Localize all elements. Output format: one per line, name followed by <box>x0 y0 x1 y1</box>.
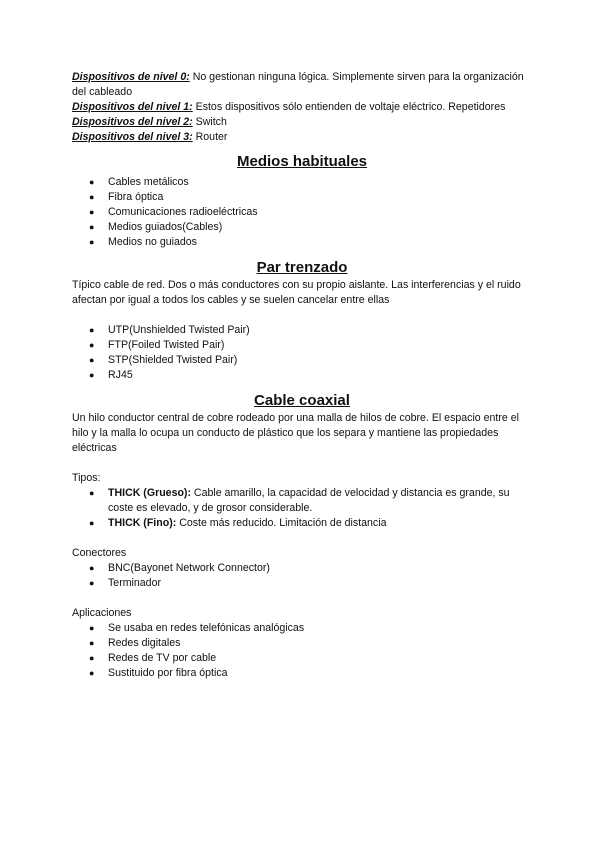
par-trenzado-list <box>72 323 532 383</box>
level-0-label: Dispositivos de nivel 0: <box>72 71 190 83</box>
list-item-text: Comunicaciones radioeléctricas <box>108 206 258 218</box>
list-item-text: RJ45 <box>108 369 133 381</box>
spacer <box>72 308 532 323</box>
list-item-text: Sustituido por fibra óptica <box>108 667 228 679</box>
list-item-text: Cables metálicos <box>108 176 189 188</box>
list-item-text: UTP(Unshielded Twisted Pair) <box>108 324 250 336</box>
list-item <box>72 235 532 250</box>
list-item <box>72 353 532 368</box>
bullet-icon: ● <box>89 623 95 633</box>
list-item <box>72 516 532 531</box>
aplicaciones-label: Aplicaciones <box>72 607 132 619</box>
list-item-text: Redes digitales <box>108 637 181 649</box>
par-trenzado-heading: Par trenzado <box>256 259 348 276</box>
bullet-icon: ● <box>89 177 95 187</box>
level-3-text: Router <box>192 131 228 143</box>
list-item <box>72 576 532 591</box>
level-3-line <box>72 130 532 145</box>
level-0-line <box>72 70 532 100</box>
level-2-text: Switch <box>192 116 227 128</box>
list-item-text: Se usaba en redes telefónicas analógicas <box>108 622 305 634</box>
level-1-line <box>72 100 532 115</box>
list-item-text: Fibra óptica <box>108 191 164 203</box>
tipos-list <box>72 486 532 531</box>
list-item <box>72 486 532 516</box>
medios-heading: Medios habituales <box>236 153 368 170</box>
list-item <box>72 220 532 235</box>
bullet-icon: ● <box>89 192 95 202</box>
cable-coaxial-description: Un hilo conductor central de cobre rodeado por una malla de hilos de cobre. El espacio entre el hilo y la malla lo ocupa un conducto de plástico que los separa y mantiene las propiedades eléctricas <box>72 412 519 454</box>
level-2-line <box>72 115 532 130</box>
list-item-text: Terminador <box>108 577 161 589</box>
bullet-icon: ● <box>89 668 95 678</box>
list-item <box>72 636 532 651</box>
bullet-icon: ● <box>89 325 95 335</box>
bullet-icon: ● <box>89 340 95 350</box>
bullet-icon: ● <box>89 222 95 232</box>
par-trenzado-description: Típico cable de red. Dos o más conductores con su propio aislante. Las interferencias y el ruido afectan por igual a todos los cables y se suelen cancelar entre ellas <box>72 279 521 306</box>
list-item <box>72 338 532 353</box>
list-item <box>72 175 532 190</box>
list-item-text: FTP(Foiled Twisted Pair) <box>108 339 225 351</box>
list-item <box>72 561 532 576</box>
list-item <box>72 621 532 636</box>
tipo-grueso-label: THICK (Grueso): <box>108 487 191 499</box>
list-item <box>72 666 532 681</box>
list-item <box>72 205 532 220</box>
bullet-icon: ● <box>89 638 95 648</box>
list-item <box>72 323 532 338</box>
bullet-icon: ● <box>89 653 95 663</box>
level-0-text: No gestionan ninguna lógica. Simplemente sirven para la organización del cableado <box>72 71 524 98</box>
list-item <box>72 651 532 666</box>
spacer <box>72 456 532 471</box>
tipo-fino-text: Coste más reducido. Limitación de distancia <box>176 517 387 529</box>
medios-list <box>72 175 532 250</box>
tipo-grueso-text: Cable amarillo, la capacidad de velocidad y distancia es grande, su coste es elevado, y de grosor considerable. <box>108 487 510 514</box>
conectores-list <box>72 561 532 591</box>
level-1-text: Estos dispositivos sólo entienden de voltaje eléctrico. Repetidores <box>192 101 506 113</box>
list-item <box>72 368 532 383</box>
document-page <box>72 70 532 681</box>
cable-coaxial-heading: Cable coaxial <box>254 392 350 409</box>
list-item-text: BNC(Bayonet Network Connector) <box>108 562 270 574</box>
list-item-text: Medios guiados(Cables) <box>108 221 223 233</box>
bullet-icon: ● <box>89 237 95 247</box>
spacer <box>72 531 532 546</box>
level-2-label: Dispositivos del nivel 2: <box>72 116 193 128</box>
list-item-text: Medios no guiados <box>108 236 197 248</box>
bullet-icon: ● <box>89 518 95 528</box>
bullet-icon: ● <box>89 563 95 573</box>
conectores-label: Conectores <box>72 547 127 559</box>
level-3-label: Dispositivos del nivel 3: <box>72 131 193 143</box>
tipo-fino-label: THICK (Fino): <box>108 517 177 529</box>
bullet-icon: ● <box>89 488 95 498</box>
bullet-icon: ● <box>89 207 95 217</box>
bullet-icon: ● <box>89 370 95 380</box>
spacer <box>72 591 532 606</box>
bullet-icon: ● <box>89 578 95 588</box>
aplicaciones-list <box>72 621 532 681</box>
list-item-text: Redes de TV por cable <box>108 652 217 664</box>
tipos-label: Tipos: <box>72 472 101 484</box>
level-1-label: Dispositivos del nivel 1: <box>72 101 193 113</box>
bullet-icon: ● <box>89 355 95 365</box>
list-item <box>72 190 532 205</box>
list-item-text: STP(Shielded Twisted Pair) <box>108 354 238 366</box>
